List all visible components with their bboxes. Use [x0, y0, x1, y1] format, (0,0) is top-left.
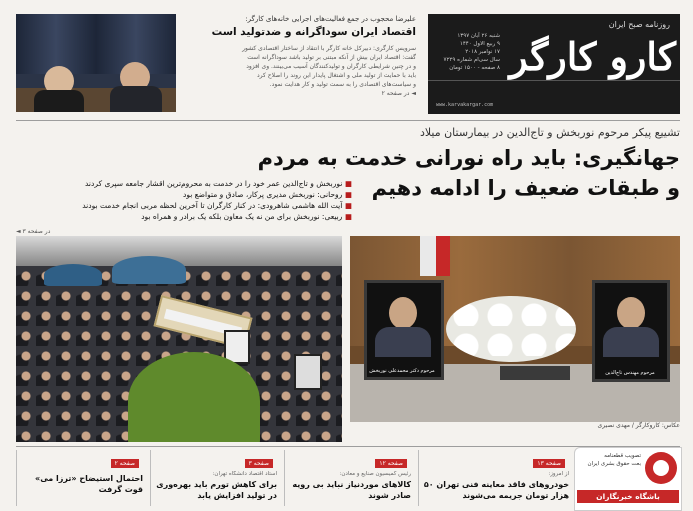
- teaser-kicker: از امروز:: [548, 471, 569, 477]
- portrait-caption: مرحوم دکتر محمدعلی نوربخش: [369, 368, 435, 374]
- portrait-frame: [592, 280, 670, 382]
- main-story-jump[interactable]: ◄ در صفحه ۳: [16, 228, 51, 235]
- teaser-page-tag: صفحه ۱۲: [375, 459, 407, 468]
- top-story-photo: [16, 14, 176, 112]
- top-story-line: سرویس کارگری: دبیرکل خانه کارگر با انتقاد از ساختار اقتصادی کشور: [242, 45, 416, 52]
- issue-info-line: ۹ ربیع الاول ۱۴۴۰: [459, 41, 500, 47]
- teaser-box[interactable]: [284, 450, 411, 506]
- funeral-crowd-photo: [16, 236, 342, 442]
- top-story-line: و سیاست‌های اقتصادی را به سمت تولید و کار هدایت نمود.: [269, 81, 416, 88]
- issue-info-line: سال سی‌ام شماره ۷۲۲۹: [443, 57, 500, 63]
- masthead: [428, 14, 680, 114]
- top-story-kicker: علیرضا محجوب در جمع فعالیت‌های اجرایی خانه‌های کارگر:: [245, 15, 416, 23]
- issue-info-line: ۱۷ نوامبر ۲۰۱۸: [465, 49, 500, 55]
- teaser-box[interactable]: [16, 450, 143, 506]
- teaser-page-tag: صفحه ۲: [111, 459, 139, 468]
- teaser-headline[interactable]: برای کاهش تورم باید بهره‌وری در تولید افزایش یابد: [156, 480, 277, 500]
- badge-kicker-line: بعت حقوق بشری ایران: [587, 461, 641, 467]
- portrait-caption: مرحوم مهندس تاج‌الدین: [605, 370, 655, 376]
- teaser-kicker: استاد اقتصاد دانشگاه تهران:: [212, 471, 277, 477]
- masthead-website[interactable]: www.karvakargar.com: [436, 102, 494, 108]
- photo-credit: عکاس: کاروکارگر / مهدی نصیری: [597, 422, 680, 429]
- teaser-box[interactable]: [150, 450, 277, 506]
- teaser-headline[interactable]: احتمال استیضاح «ترزا می» قوت گرفت: [35, 474, 143, 494]
- portrait-frame: [364, 280, 444, 380]
- bullet-item: ■ آیت الله هاشمی شاهرودی: در کنار کارگران تا آخرین لحظه مربی انجام خدمت بودند: [82, 201, 352, 210]
- top-story-body: [184, 44, 416, 98]
- agency-logo-icon: [645, 452, 677, 484]
- issue-info-line: شنبه ۲۶ آبان ۱۳۹۷: [457, 33, 500, 39]
- main-headline-line-1[interactable]: جهانگیری: باید راه نورانی خدمت به مردم: [257, 146, 680, 170]
- bullet-item: ■ نوربخش و تاج‌الدین عمر خود را در خدمت به محروم‌ترین اقشار جامعه سپری کردند: [85, 179, 352, 188]
- main-story-bullets: [16, 178, 352, 222]
- teaser-page-tag: صفحه ۱۳: [533, 459, 565, 468]
- section-divider: [16, 120, 680, 121]
- masthead-subtitle: روزنامه صبح ایران: [608, 20, 670, 29]
- masthead-issue-info: [436, 32, 500, 72]
- teaser-page-tag: صفحه ۳: [245, 459, 273, 468]
- top-story-headline[interactable]: اقتصاد ایران سوداگرانه و ضدتولید است: [211, 26, 416, 38]
- top-story-line: و در چنین شرایطی کارگران و تولیدکنندگان آسیب می‌بینند. وی افزود: [246, 63, 416, 70]
- main-headline-line-2[interactable]: و طبقات ضعیف را ادامه دهیم: [371, 176, 680, 200]
- agency-name: باشگاه خبرنگاران: [577, 490, 679, 503]
- memorial-portraits-photo: [350, 236, 680, 422]
- issue-info-line: ۸ صفحه - ۱۵۰۰ تومان: [449, 65, 500, 71]
- teaser-kicker: رئیس کمیسیون صنایع و معادن:: [339, 471, 411, 477]
- masthead-logo: کارو کارگر: [509, 34, 676, 79]
- news-agency-badge[interactable]: [574, 447, 682, 511]
- top-story-jump[interactable]: ◄ در صفحه ۲: [381, 90, 416, 97]
- bullet-item: ■ روحانی: نوربخش مدیری پرکار، صادق و متواضع بود: [182, 190, 352, 199]
- badge-kicker: [579, 452, 641, 468]
- flower-bouquet: [446, 296, 576, 362]
- top-story-line: باید با حمایت از تولید ملی و اشتغال پایدار این روند را اصلاح کرد: [256, 72, 416, 79]
- badge-kicker-line: تصویب قطعنامه: [604, 453, 641, 459]
- teaser-headline[interactable]: خودروهای فاقد معاینه فنی تهران ۵۰ هزار تومان جریمه می‌شوند: [423, 480, 569, 500]
- teaser-headline[interactable]: کالاهای موردنیاز نباید بی رویه صادر شوند: [292, 480, 411, 500]
- teaser-box[interactable]: [418, 450, 569, 506]
- top-story-line: گفت: اقتصاد ایران بیش از آنکه مبتنی بر تولید باشد سوداگرانه است: [247, 54, 416, 61]
- masthead-divider: [428, 80, 680, 81]
- main-story-kicker: تشییع پیکر مرحوم نوربخش و تاج‌الدین در بیمارستان میلاد: [419, 126, 680, 139]
- bullet-item: ■ ربیعی: نوربخش برای من نه یک معاون بلکه یک برادر و همراه بود: [141, 212, 352, 221]
